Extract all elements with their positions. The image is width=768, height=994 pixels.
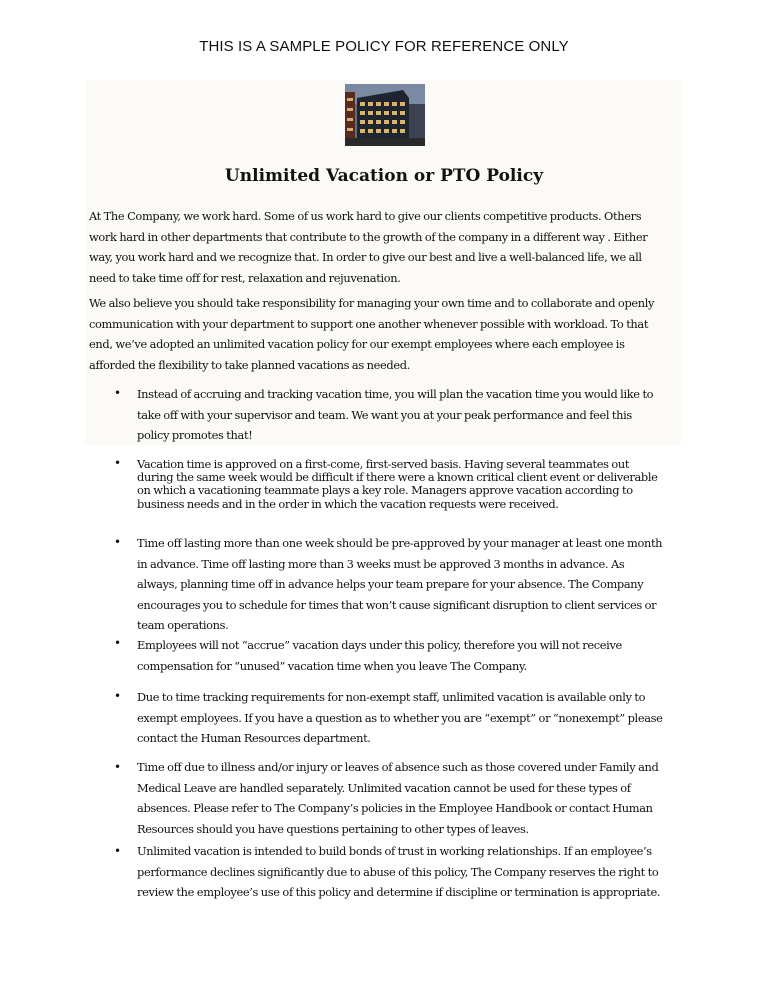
text-line: take off with your supervisor and team. We want you at your peak performance and feel this <box>137 407 632 422</box>
text-line: in advance. Time off lasting more than 3 weeks must be approved 3 months in advance. As <box>137 556 625 571</box>
bullet-item <box>137 635 682 676</box>
bullet-marker: • <box>114 456 122 470</box>
bullet-item <box>137 841 682 903</box>
text-line: absences. Please refer to The Company’s policies in the Employee Handbook or contact Human <box>137 801 653 815</box>
text-line: during the same week would be difficult if there were a known critical client event or deliverable <box>137 470 658 485</box>
policy-title: Unlimited Vacation or PTO Policy <box>224 166 544 186</box>
text-line: afforded the flexibility to take planned vacations as needed. <box>89 357 410 372</box>
text-line: communication with your department to support one another whenever possible with workload. To that <box>89 316 649 331</box>
text-line: need to take time off for rest, relaxation and rejuvenation. <box>89 270 401 285</box>
text-line: review the employee’s use of this policy and determine if discipline or termination is appropriate. <box>137 885 661 899</box>
bullet-marker: • <box>114 386 122 400</box>
bullet-item <box>137 384 682 446</box>
text-line: performance declines significantly due to abuse of this policy, The Company reserves the right to <box>137 864 659 879</box>
text-line: exempt employees. If you have a question as to whether you are “exempt” or “nonexempt” please <box>137 710 663 725</box>
bullet-marker: • <box>114 760 122 774</box>
text-line: way, you work hard and we recognize that. In order to give our best and live a well-balanced life, we all <box>89 250 642 264</box>
bullet-item <box>137 458 682 511</box>
text-line: end, we’ve adopted an unlimited vacation policy for our exempt employees where each employee is <box>89 337 625 351</box>
intro-paragraph <box>89 206 689 288</box>
text-line: Time off due to illness and/or injury or leaves of absence such as those covered under Family and <box>137 760 659 774</box>
text-line: Instead of accruing and tracking vacation time, you will plan the vacation time you would like to <box>137 387 654 401</box>
text-line: policy promotes that! <box>137 428 253 442</box>
text-line: At The Company, we work hard. Some of us work hard to give our clients competitive products. Others <box>89 209 642 223</box>
bullet-item <box>137 687 682 749</box>
bullet-marker: • <box>114 535 122 549</box>
text-line: Medical Leave are handled separately. Unlimited vacation cannot be used for these types of <box>137 780 631 795</box>
page-header: THIS IS A SAMPLE POLICY FOR REFERENCE ONLY <box>199 38 569 55</box>
text-line: Unlimited vacation is intended to build bonds of trust in working relationships. If an employee’s <box>137 844 652 858</box>
text-line: business needs and in the order in which the vacation requests were received. <box>137 496 559 511</box>
building-photo <box>345 84 425 146</box>
bullet-marker: • <box>114 689 122 703</box>
text-line: Due to time tracking requirements for non-exempt staff, unlimited vacation is available only to <box>137 690 646 704</box>
text-line: always, planning time off in advance helps your team prepare for your absence. The Company <box>137 577 644 591</box>
text-line: Resources should you have questions pertaining to other types of leaves. <box>137 821 529 836</box>
bullet-item <box>137 533 682 636</box>
text-line: Employees will not “accrue” vacation days under this policy, therefore you will not receive <box>137 638 622 652</box>
text-line: Time off lasting more than one week should be pre-approved by your manager at least one month <box>137 536 663 550</box>
bullet-item <box>137 757 682 839</box>
intro-paragraph <box>89 293 689 375</box>
text-line: work hard in other departments that contribute to the growth of the company in a different way . Either <box>89 229 648 244</box>
text-line: contact the Human Resources department. <box>137 731 371 745</box>
text-line: encourages you to schedule for times that won’t cause significant disruption to client services or <box>137 597 657 612</box>
bullet-marker: • <box>114 844 122 858</box>
text-line: We also believe you should take responsibility for managing your own time and to collaborate and openly <box>89 296 655 310</box>
text-line: compensation for “unused” vacation time when you leave The Company. <box>137 658 527 673</box>
text-line: Vacation time is approved on a first-come, first-served basis. Having several teammates out <box>137 457 630 471</box>
bullet-marker: • <box>114 636 122 650</box>
text-line: team operations. <box>137 618 229 632</box>
text-line: on which a vacationing teammate plays a key role. Managers approve vacation according to <box>137 483 633 498</box>
